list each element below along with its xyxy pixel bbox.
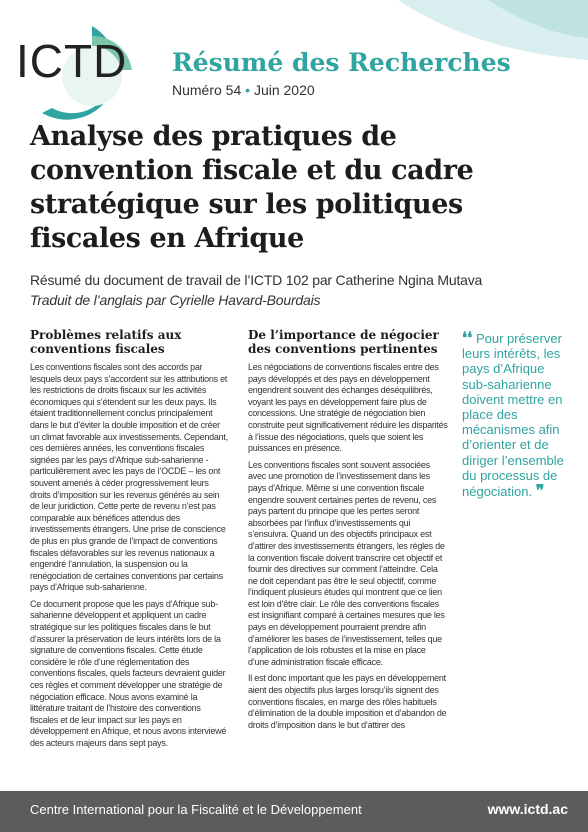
- paragraph: Il est donc important que les pays en développement aient des objectifs plus larges lorsqu’ils signent des conventions fiscales, en marge des rôles habituels d’élimination de la double imposition et d’abandon de droits d’imposition dans le but d’attirer des: [248, 673, 447, 730]
- logo-text: ICTD: [16, 35, 128, 87]
- section-heading-problems: Problèmes relatifs aux conventions fiscales: [30, 328, 182, 356]
- issue-number: Numéro 54: [172, 82, 242, 98]
- footer-organization: Centre International pour la Fiscalité et le Développement: [30, 802, 362, 817]
- separator-dot: •: [245, 82, 251, 98]
- pull-quote-text: Pour préserver leurs intérêts, les pays d’Afrique sub-saharienne doivent mettre en place des mécanismes afin d’orienter et de diriger l’ensemble du processus de négociation.: [462, 331, 564, 500]
- close-quote-mark: ❞: [535, 481, 545, 501]
- pull-quote: [462, 330, 572, 499]
- section-heading-negotiation: De l’importance de négocier des conventions pertinentes: [248, 328, 439, 356]
- footer-bar: [0, 791, 588, 832]
- paragraph: Les conventions fiscales sont souvent associées avec une promotion de l’investissement dans les pays d’Afrique. Même si une convention fiscale engendre souvent certaines pertes de revenu, ces pays partent du principe que les pertes seront absorbées par l’influx d’investissements qui s’ensuivra. Quand un des objectifs principaux est d’attirer des investissements étrangers, les règles de la convention fiscale doivent transcrire cet objectif et fournir des directives sur comment l’atteindre. Cela ne doit cependant pas être le seul objectif, comme l’indiquent plusieurs études qui montrent que ce lien est loin d’être clair. Le rôle des conventions fiscales est insignifiant comparé à certaines mesures que les pays en développement pourraient prendre afin d’améliorer les bases de l’investissement, telles que l’application de lois robustes et la mise en place d’une administration fiscale efficace.: [248, 459, 445, 667]
- paragraph: Les négociations de conventions fiscales entre des pays développés et des pays en développement engendrent souvent des échanges déséquilibrés, voyant les pays en développement faire plus de concessions. Une stratégie de négociation bien construite peut significativement réduire les disparités à l’issue des négociations, quels que soient les puissances en présence.: [248, 362, 448, 454]
- translation-credit: Traduit de l’anglais par Cyrielle Havard-Bourdais: [30, 292, 321, 308]
- column-negotiation: [248, 328, 448, 736]
- summary-credit: Résumé du document de travail de l’ICTD 102 par Catherine Ngina Mutava: [30, 272, 483, 288]
- series-title: Résumé des Recherches: [172, 48, 511, 77]
- issue-info: [172, 82, 315, 98]
- issue-date: Juin 2020: [253, 82, 315, 98]
- open-quote-mark: ❛❛: [462, 328, 473, 347]
- paragraph: Ce document propose que les pays d’Afrique sub-saharienne développent et appliquent un cadre stratégique sur les politiques fiscales dans le but d’assurer la préservation de leurs intérêts lors de la signature de conventions fiscales. Cette étude considère le rôle d’une réglementation des conventions fiscales, quels facteurs devraient guider ces règles et comment développer une stratégie de négociation efficace. Nous avons examiné la littérature traitant de l’histoire des conventions fiscales et de leur impact sur les pays en développement en Afrique, et nous avons interviewé des acteurs majeurs dans sept pays.: [30, 598, 227, 748]
- footer-website-link[interactable]: www.ictd.ac: [487, 801, 568, 817]
- column-problems: [30, 328, 230, 755]
- paragraph: Les conventions fiscales sont des accords par lesquels deux pays s’accordent sur les attributions et les restrictions de droits fiscaux sur les activités économiques qui s’étendent sur les deux pays. Ils étaient traditionnellement conclus principalement dans le but d’éviter la double imposition et de créer un climat favorable aux investissements. Cependant, ces dernières années, les conventions fiscales signées par les pays d’Afrique sub-saharienne -particulièrement avec les pays de l’OCDE – les ont souvent amenés à céder progressivement leurs droits d’imposition sur les revenus générés au sein de leur juridiction. Cette perte de revenu n’est pas comparable aux bénéfices attendus des investissements étrangers. Une prise de conscience de plus en plus grande de l’impact de conventions fiscales défavorables sur les revenus nationaux a engendré l’annulation, la suspension ou la renégociation de certaines conventions par certains pays d’Afrique sub-saharienne.: [30, 362, 228, 593]
- main-title: Analyse des pratiques de convention fiscale et du cadre stratégique sur les politiques fiscales en Afrique: [30, 121, 474, 254]
